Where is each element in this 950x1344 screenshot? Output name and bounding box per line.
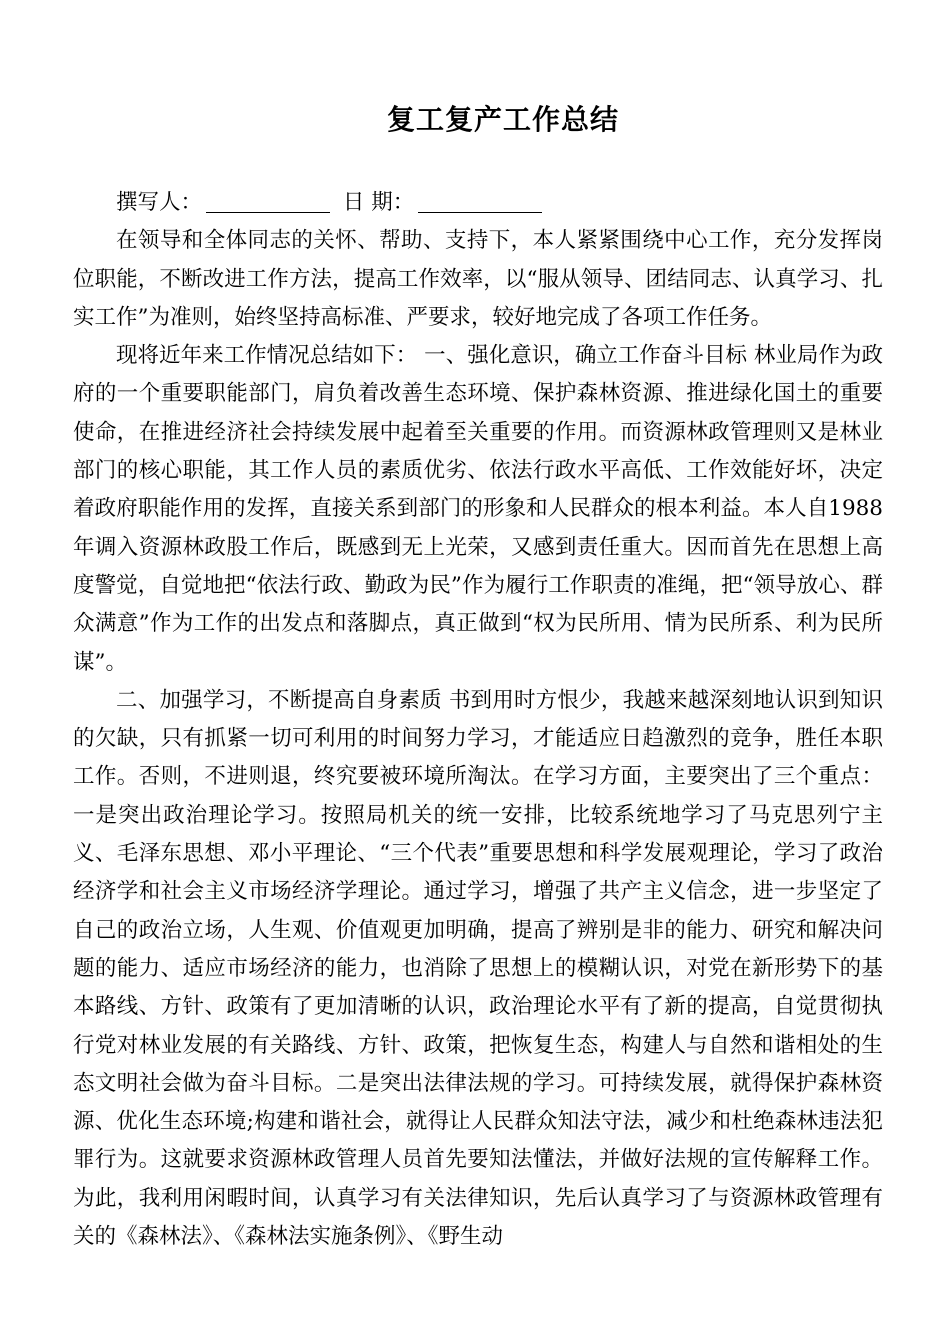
date-blank — [418, 190, 542, 213]
paragraph-1: 在领导和全体同志的关怀、帮助、支持下，本人紧紧围绕中心工作，充分发挥岗位职能，不断改进工作方法，提高工作效率，以“服从领导、团结同志、认真学习、扎实工作”为准则，始终坚持高标准、严要求，较好地完成了各项工作任务。 — [73, 228, 883, 330]
paragraph-3: 二、加强学习，不断提高自身素质 书到用时方恨少，我越来越深刻地认识到知识的欠缺，只有抓紧一切可利用的时间努力学习，才能适应日趋激烈的竞争，胜任本职工作。否则，不进则退，终究要被环境所淘汰。在学习方面，主要突出了三个重点：一是突出政治理论学习。按照局机关的统一安排，比较系统地学习了马克思列宁主义、毛泽东思想、邓小平理论、“三个代表”重要思想和科学发展观理论，学习了政治经济学和社会主义市场经济学理论。通过学习，增强了共产主义信念，进一步坚定了自己的政治立场，人生观、价值观更加明确，提高了辨别是非的能力、研究和解决问题的能力、适应市场经济的能力，也消除了思想上的模糊认识，对党在新形势下的基本路线、方针、政策有了更加清晰的认识，政治理论水平有了新的提高，自觉贯彻执行党对林业发展的有关路线、方针、政策，把恢复生态，构建人与自然和谐相处的生态文明社会做为奋斗目标。二是突出法律法规的学习。可持续发展，就得保护森林资源、优化生态环境;构建和谐社会，就得让人民群众知法守法，减少和杜绝森林违法犯罪行为。这就要求资源林政管理人员首先要知法懂法，并做好法规的宣传解释工作。为此，我利用闲暇时间，认真学习有关法律知识，先后认真学习了与资源林政管理有关的《森林法》、《森林法实施条例》、《野生动 — [73, 687, 883, 1250]
document-body — [73, 184, 883, 1256]
author-blank — [206, 190, 330, 213]
paragraph-2: 现将近年来工作情况总结如下： 一、强化意识，确立工作奋斗目标 林业局作为政府的一个重要职能部门，肩负着改善生态环境、保护森林资源、推进绿化国土的重要使命，在推进经济社会持续发展中起着至关重要的作用。而资源林政管理则又是林业部门的核心职能，其工作人员的素质优劣、依法行政水平高低、工作效能好坏，决定着政府职能作用的发挥，直接关系到部门的形象和人民群众的根本利益。本人自1988年调入资源林政股工作后，既感到无上光荣，又感到责任重大。因而首先在思想上高度警觉，自觉地把“依法行政、勤政为民”作为履行工作职责的准绳，把“领导放心、群众满意”作为工作的出发点和落脚点，真正做到“权为民所用、情为民所系、利为民所谋”。 — [73, 343, 883, 675]
meta-line — [73, 184, 883, 222]
date-label: 日 期： — [342, 190, 415, 215]
document-title: 复工复产工作总结 — [386, 103, 619, 136]
author-label: 撰写人： — [116, 190, 203, 215]
